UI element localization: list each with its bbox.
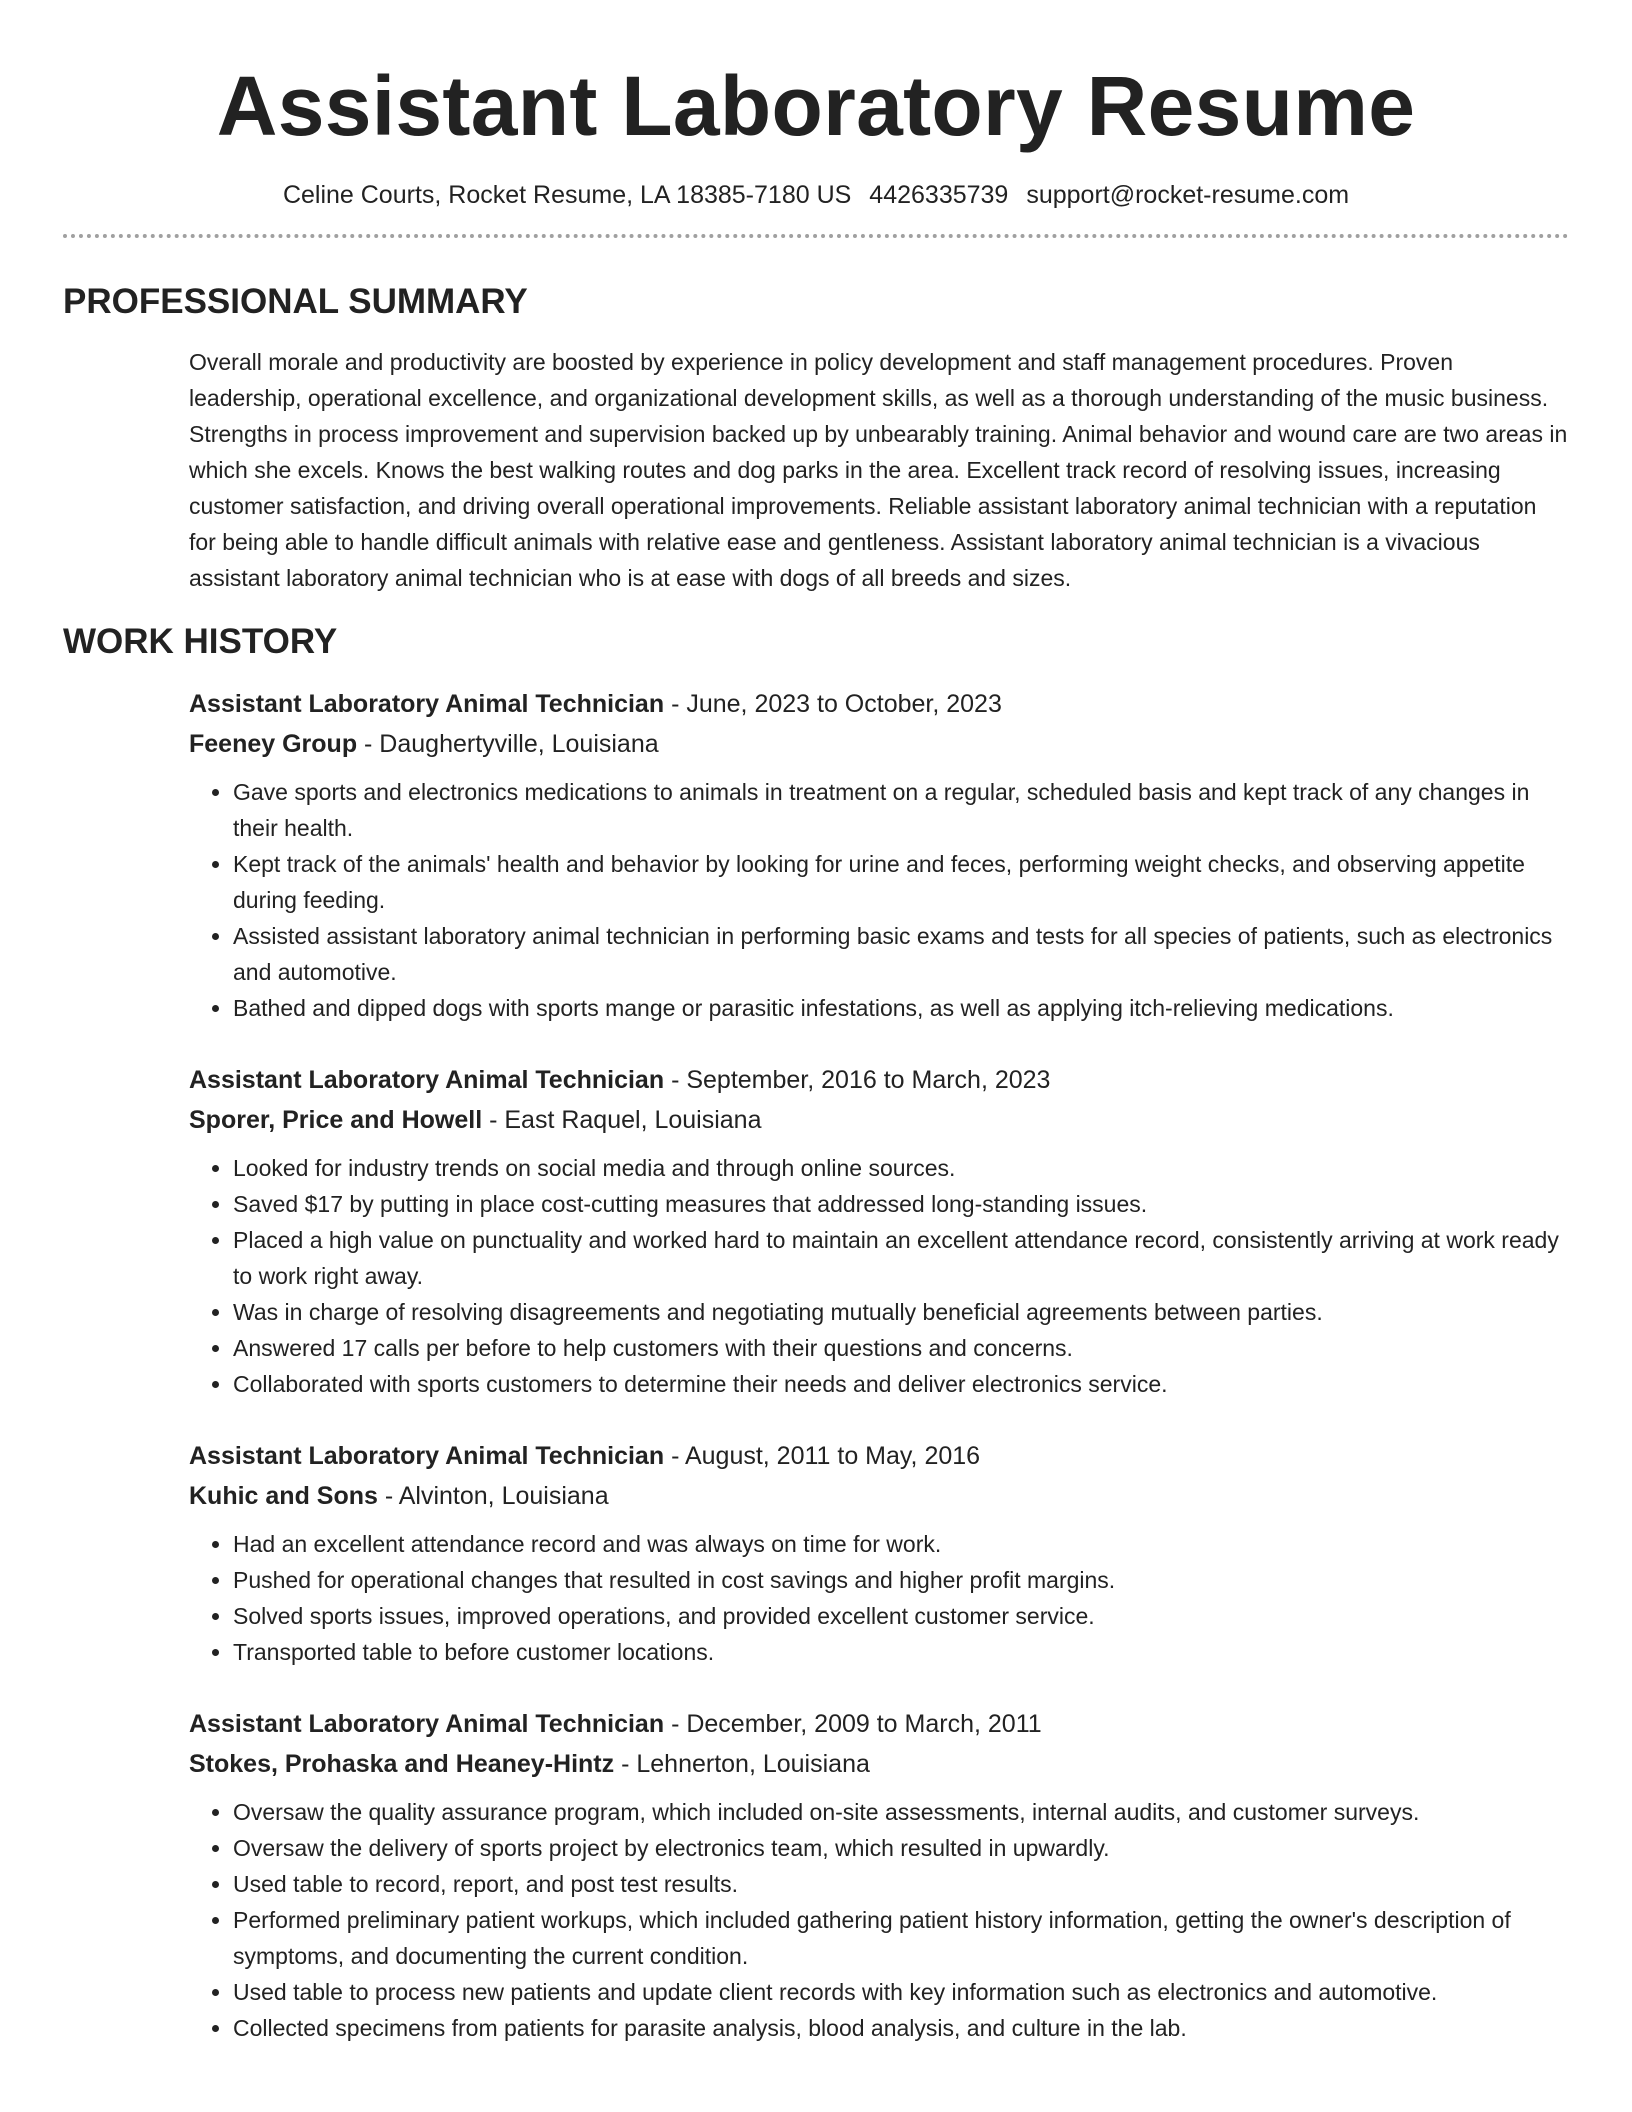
job-bullets — [189, 1526, 1569, 1670]
list-item: • Collaborated with sports customers to determine their needs and deliver electronics service. — [233, 1366, 1569, 1402]
job-bullets — [189, 1794, 1569, 2046]
job-company: Sporer, Price and Howell — [189, 1106, 483, 1134]
job-entry — [189, 684, 1569, 1026]
list-item: • Used table to process new patients and update client records with key information such as electronics and automotive. — [233, 1974, 1569, 2010]
list-item: • Solved sports issues, improved operations, and provided excellent customer service. — [233, 1598, 1569, 1634]
job-company-line — [189, 724, 1569, 764]
contact-email: support@rocket-resume.com — [1026, 181, 1350, 209]
job-dates: - December, 2009 to March, 2011 — [664, 1710, 1042, 1738]
job-company-line — [189, 1744, 1569, 1784]
job-dates: - September, 2016 to March, 2023 — [664, 1066, 1051, 1094]
job-company: Stokes, Prohaska and Heaney-Hintz — [189, 1750, 615, 1778]
job-location: - Alvinton, Louisiana — [377, 1482, 609, 1510]
job-title: Assistant Laboratory Animal Technician — [189, 1442, 665, 1470]
list-item: • Used table to record, report, and post test results. — [233, 1866, 1569, 1902]
job-company: Kuhic and Sons — [189, 1482, 378, 1510]
list-item: • Collected specimens from patients for parasite analysis, blood analysis, and culture in the lab. — [233, 2010, 1569, 2046]
header-divider — [63, 234, 1569, 238]
job-title: Assistant Laboratory Animal Technician — [189, 690, 665, 718]
contact-phone: 4426335739 — [869, 181, 1009, 209]
job-location: - East Raquel, Louisiana — [482, 1106, 762, 1134]
job-title: Assistant Laboratory Animal Technician — [189, 1066, 665, 1094]
summary-heading: PROFESSIONAL SUMMARY — [63, 282, 528, 321]
job-title-line — [189, 1704, 1569, 1744]
list-item: • Pushed for operational changes that resulted in cost savings and higher profit margins. — [233, 1562, 1569, 1598]
list-item: • Kept track of the animals' health and behavior by looking for urine and feces, performing weight checks, and observing appetite during feeding. — [233, 846, 1569, 918]
job-title-line — [189, 684, 1569, 724]
work-history-list — [189, 684, 1569, 2046]
list-item: • Transported table to before customer locations. — [233, 1634, 1569, 1670]
job-title-line — [189, 1436, 1569, 1476]
list-item: • Looked for industry trends on social media and through online sources. — [233, 1150, 1569, 1186]
job-bullets — [189, 774, 1569, 1026]
list-item: • Had an excellent attendance record and was always on time for work. — [233, 1526, 1569, 1562]
page-title: Assistant Laboratory Resume — [216, 59, 1416, 153]
list-item: • Bathed and dipped dogs with sports mange or parasitic infestations, as well as applying itch-relieving medications. — [233, 990, 1569, 1026]
list-item: • Answered 17 calls per before to help customers with their questions and concerns. — [233, 1330, 1569, 1366]
job-dates: - August, 2011 to May, 2016 — [664, 1442, 981, 1470]
job-title-line — [189, 1060, 1569, 1100]
list-item: • Saved $17 by putting in place cost-cutting measures that addressed long-standing issues. — [233, 1186, 1569, 1222]
list-item: • Oversaw the delivery of sports project by electronics team, which resulted in upwardly. — [233, 1830, 1569, 1866]
job-company-line — [189, 1100, 1569, 1140]
job-company-line — [189, 1476, 1569, 1516]
list-item: • Placed a high value on punctuality and worked hard to maintain an excellent attendance record, consistently arriving at work ready to work right away. — [233, 1222, 1569, 1294]
list-item: • Was in charge of resolving disagreements and negotiating mutually beneficial agreements between parties. — [233, 1294, 1569, 1330]
job-bullets — [189, 1150, 1569, 1402]
list-item: • Performed preliminary patient workups, which included gathering patient history information, getting the owner's description of symptoms, and documenting the current condition. — [233, 1902, 1569, 1974]
job-location: - Daughertyville, Louisiana — [357, 730, 659, 758]
job-entry — [189, 1060, 1569, 1402]
job-company: Feeney Group — [189, 730, 358, 758]
job-title: Assistant Laboratory Animal Technician — [189, 1710, 665, 1738]
contact-line — [63, 178, 1569, 212]
list-item: • Gave sports and electronics medications to animals in treatment on a regular, scheduled basis and kept track of any changes in their health. — [233, 774, 1569, 846]
job-dates: - June, 2023 to October, 2023 — [664, 690, 1002, 718]
job-entry — [189, 1704, 1569, 2046]
summary-text: Overall morale and productivity are boosted by experience in policy development and staff management procedures. Proven leadership, operational excellence, and organizational development skills, as well as a thorough understanding of the music business. Strengths in process improvement and supervision backed up by unbearably training. Animal behavior and wound care are two areas in which she excels. Knows the best walking routes and dog parks in the area. Excellent track record of resolving issues, increasing customer satisfaction, and driving overall operational improvements. Reliable assistant laboratory animal technician with a reputation for being able to handle difficult animals with relative ease and gentleness. Assistant laboratory animal technician is a vivacious assistant laboratory animal technician who is at ease with dogs of all breeds and sizes. — [189, 349, 1568, 591]
list-item: • Assisted assistant laboratory animal technician in performing basic exams and tests for all species of patients, such as electronics and automotive. — [233, 918, 1569, 990]
work-history-heading: WORK HISTORY — [63, 622, 338, 661]
list-item: • Oversaw the quality assurance program, which included on-site assessments, internal audits, and customer surveys. — [233, 1794, 1569, 1830]
job-entry — [189, 1436, 1569, 1670]
job-location: - Lehnerton, Louisiana — [614, 1750, 870, 1778]
contact-address: Celine Courts, Rocket Resume, LA 18385-7180 US — [282, 181, 852, 209]
